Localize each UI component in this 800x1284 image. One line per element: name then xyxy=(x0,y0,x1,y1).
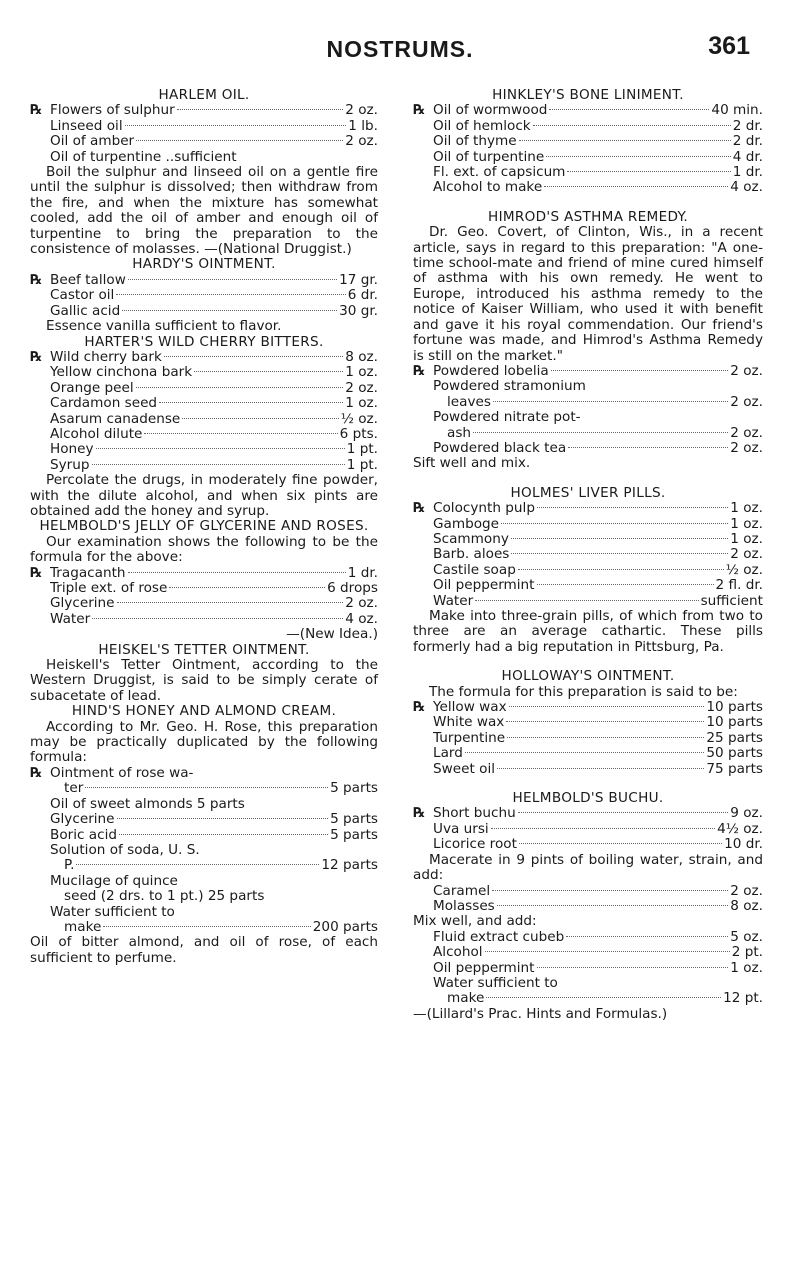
instructions: Macerate in 9 pints of boiling water, strain, and add: xyxy=(413,851,763,884)
ingredient-line: Gallic acid 30 gr. xyxy=(50,302,378,319)
ingredient-line: Oil of turpentine 4 dr. xyxy=(433,148,763,165)
harlem-oil-entry xyxy=(30,88,378,257)
ingredient-line: Lard 50 parts xyxy=(433,745,763,762)
ingredient-line: Orange peel 2 oz. xyxy=(50,379,378,396)
ingredient-line: Oil of amber 2 oz. xyxy=(50,133,378,150)
ingredient-line: Powdered black tea 2 oz. xyxy=(433,439,763,456)
rx-symbol: ℞ xyxy=(30,102,43,119)
entry-title: HELMBOLD'S BUCHU. xyxy=(512,790,664,807)
hind-cream-entry xyxy=(30,704,378,966)
ingredient-line: Oil peppermint 1 oz. xyxy=(433,959,763,976)
rx-symbol: ℞ xyxy=(30,271,43,288)
ingredient-line: P. 12 parts xyxy=(64,857,378,874)
ingredient-line: Water sufficient to xyxy=(50,903,175,920)
ingredient-line: ℞ Beef tallow 17 gr. xyxy=(30,271,378,288)
rx-symbol: ℞ xyxy=(413,500,426,517)
himrod-asthma-entry xyxy=(413,210,763,472)
ingredient-line: Asarum canadense ½ oz. xyxy=(50,410,378,427)
rx-symbol: ℞ xyxy=(413,805,426,822)
ingredient-line: Uva ursi 4½ oz. xyxy=(433,820,763,837)
ingredient-line: Mucilage of quince xyxy=(50,872,178,889)
page-number: 361 xyxy=(708,32,750,60)
ingredient-line: Alcohol 2 pt. xyxy=(433,944,763,961)
ingredient-line: Licorice root 10 dr. xyxy=(433,836,763,853)
ingredient-line: Scammony 1 oz. xyxy=(433,530,763,547)
ingredient-line: Linseed oil 1 lb. xyxy=(50,117,378,134)
ingredient-line: ℞ Yellow wax 10 parts xyxy=(413,699,763,716)
right-column xyxy=(413,88,763,1022)
heiskel-ointment-entry xyxy=(30,643,378,705)
entry-title: HEISKEL'S TETTER OINTMENT. xyxy=(98,641,310,658)
ingredient-line: Cardamon seed 1 oz. xyxy=(50,395,378,412)
ingredient-line: Boric acid 5 parts xyxy=(50,826,378,843)
ingredient-line: Oil of turpentine ..sufficient xyxy=(50,148,237,165)
rx-symbol: ℞ xyxy=(30,564,43,581)
ingredient-line: Syrup 1 pt. xyxy=(50,456,378,473)
ingredient-line: Oil of thyme 2 dr. xyxy=(433,133,763,150)
rx-symbol: ℞ xyxy=(413,362,426,379)
instructions: Essence vanilla sufficient to flavor. xyxy=(46,318,282,335)
rx-symbol: ℞ xyxy=(30,348,43,365)
ingredient-line: Molasses 8 oz. xyxy=(433,897,763,914)
ingredient-line: Castor oil 6 dr. xyxy=(50,287,378,304)
ingredient-line: make 12 pt. xyxy=(447,990,763,1007)
hardy-ointment-entry xyxy=(30,257,378,334)
rx-symbol: ℞ xyxy=(413,699,426,716)
ingredient-line: Fluid extract cubeb 5 oz. xyxy=(433,928,763,945)
ingredient-line: ℞ Flowers of sulphur 2 oz. xyxy=(30,102,378,119)
instructions: Heiskell's Tetter Ointment, according to the Western Druggist, is said to be simply cerate of subacetate of lead. xyxy=(30,657,378,704)
ingredient-line: Oil of sweet almonds 5 parts xyxy=(50,795,245,812)
ingredient-line: ℞ Short buchu 9 oz. xyxy=(413,805,763,822)
ingredient-line: Oil peppermint 2 fl. dr. xyxy=(433,577,763,594)
ingredient-line: Caramel 2 oz. xyxy=(433,882,763,899)
ingredient-line: Water sufficient xyxy=(433,592,763,609)
instructions: According to Mr. Geo. H. Rose, this preparation may be practically duplicated by the following formula: xyxy=(30,718,378,766)
source-citation: —(New Idea.) xyxy=(286,626,378,643)
ingredient-line: make 200 parts xyxy=(64,918,378,935)
instructions: Dr. Geo. Covert, of Clinton, Wis., in a recent article, says in regard to this preparation: "A one-time school-mate and friend of mine cured himself of asthma with his own remedy. He went to Europe, introduced his asthma remedy to the notice of Kaiser William, who used it with benefit and gave it his royal commendation. Our friend's fortune was made, and Himrod's Asthma Remedy is still on the market." xyxy=(413,224,763,364)
entry-title: HOLMES' LIVER PILLS. xyxy=(510,484,666,501)
ingredient-line: Castile soap ½ oz. xyxy=(433,561,763,578)
ingredient-line: Powdered nitrate pot- xyxy=(433,409,581,426)
ingredient-line: Solution of soda, U. S. xyxy=(50,841,200,858)
entry-title: HARTER'S WILD CHERRY BITTERS. xyxy=(84,333,324,350)
entry-title: HIMROD'S ASTHMA REMEDY. xyxy=(488,208,688,225)
entry-title: HOLLOWAY'S OINTMENT. xyxy=(501,668,675,685)
ingredient-line: Yellow cinchona bark 1 oz. xyxy=(50,364,378,381)
instructions: Oil of bitter almond, and oil of rose, of each sufficient to perfume. xyxy=(30,934,378,966)
source-citation: —(Lillard's Prac. Hints and Formulas.) xyxy=(413,1005,668,1022)
ingredient-line: Glycerine 5 parts xyxy=(50,811,378,828)
running-head: NOSTRUMS. xyxy=(326,36,474,62)
harter-bitters-entry xyxy=(30,335,378,520)
ingredient-line: Barb. aloes 2 oz. xyxy=(433,546,763,563)
ingredient-line: White wax 10 parts xyxy=(433,714,763,731)
ingredient-line: Alcohol dilute 6 pts. xyxy=(50,425,378,442)
helmbold-buchu-entry xyxy=(413,791,763,1022)
instructions: Mix well, and add: xyxy=(413,913,537,930)
ingredient-line: ℞ Ointment of rose wa- xyxy=(30,764,194,781)
instructions: Percolate the drugs, in moderately fine powder, with the dilute alcohol, and when six pints are obtained add the honey and syrup. xyxy=(30,472,378,519)
hinkley-liniment-entry xyxy=(413,88,763,196)
entry-title: HINKLEY'S BONE LINIMENT. xyxy=(492,87,684,103)
ingredient-line: Turpentine 25 parts xyxy=(433,729,763,746)
page-header xyxy=(0,30,800,64)
ingredient-line: Glycerine 2 oz. xyxy=(50,595,378,612)
ingredient-line: ℞ Oil of wormwood 40 min. xyxy=(413,102,763,119)
ingredient-line: ter 5 parts xyxy=(64,780,378,797)
rx-symbol: ℞ xyxy=(413,102,426,119)
ingredient-line: ℞ Powdered lobelia 2 oz. xyxy=(413,362,763,379)
ingredient-line: seed (2 drs. to 1 pt.) 25 parts xyxy=(64,888,265,905)
ingredient-line: ℞ Colocynth pulp 1 oz. xyxy=(413,500,763,517)
instructions: Boil the sulphur and linseed oil on a gentle fire until the sulphur is dissolved; then withdraw from the fire, and when the mixture has somewhat cooled, add the oil of amber and enough oil of turpentine to bring the preparation to the consistence of molasses. —(National Druggist.) xyxy=(30,164,378,258)
ingredient-line: Honey 1 pt. xyxy=(50,441,378,458)
rx-symbol: ℞ xyxy=(30,764,43,781)
ingredient-line: Gamboge 1 oz. xyxy=(433,515,763,532)
ingredient-line: leaves 2 oz. xyxy=(447,393,763,410)
instructions: Make into three-grain pills, of which from two to three are an average cathartic. These pills formerly had a big reputation in Pittsburg, Pa. xyxy=(413,608,763,655)
holloway-ointment-entry xyxy=(413,669,763,777)
ingredient-line: Powdered stramonium xyxy=(433,378,586,395)
ingredient-line: ℞ Tragacanth 1 dr. xyxy=(30,564,378,581)
instructions: Sift well and mix. xyxy=(413,455,531,472)
ingredient-line: Water sufficient to xyxy=(433,974,558,991)
ingredient-line: Fl. ext. of capsicum 1 dr. xyxy=(433,164,763,181)
helmbold-jelly-entry xyxy=(30,519,378,642)
entry-title: HARLEM OIL. xyxy=(158,87,250,103)
ingredient-line: Sweet oil 75 parts xyxy=(433,760,763,777)
instructions: The formula for this preparation is said to be: xyxy=(429,683,738,700)
instructions: Our examination shows the following to be the formula for the above: xyxy=(30,533,378,566)
entry-title: HARDY'S OINTMENT. xyxy=(132,256,276,273)
holmes-pills-entry xyxy=(413,486,763,655)
ingredient-line: Water 4 oz. xyxy=(50,610,378,627)
ingredient-line: Oil of hemlock 2 dr. xyxy=(433,117,763,134)
ingredient-line: Triple ext. of rose 6 drops xyxy=(50,580,378,596)
entry-title: HELMBOLD'S JELLY OF GLYCERINE AND ROSES. xyxy=(39,518,369,535)
ingredient-line: Alcohol to make 4 oz. xyxy=(433,179,763,196)
ingredient-line: ash 2 oz. xyxy=(447,424,763,441)
ingredient-line: ℞ Wild cherry bark 8 oz. xyxy=(30,348,378,365)
left-column xyxy=(30,88,378,966)
entry-title: HIND'S HONEY AND ALMOND CREAM. xyxy=(71,703,337,720)
